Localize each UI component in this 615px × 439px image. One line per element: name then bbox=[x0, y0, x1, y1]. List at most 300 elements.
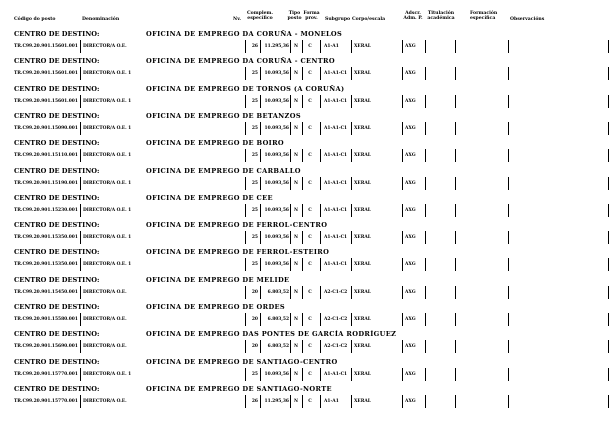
header-tipo-line2: posto bbox=[287, 16, 302, 21]
post-complement: 11.295,36 bbox=[264, 398, 289, 404]
post-body: XERAL bbox=[354, 344, 371, 350]
post-subgroup: A1-A1-C1 bbox=[324, 71, 348, 77]
post-adscription: AXG bbox=[405, 235, 416, 241]
post-denomination: DIRECTOR/A O.E. 1 bbox=[83, 71, 132, 77]
post-complement: 10.093,56 bbox=[264, 180, 289, 186]
column-divider bbox=[508, 258, 509, 271]
column-divider bbox=[608, 95, 609, 108]
column-divider bbox=[80, 177, 81, 190]
column-divider bbox=[508, 340, 509, 353]
column-divider bbox=[80, 258, 81, 271]
post-provision: C bbox=[308, 398, 312, 404]
post-type: N bbox=[293, 71, 298, 77]
office-name: OFICINA DE EMPREGO DA CORUÑA - MONELOS bbox=[146, 30, 343, 38]
post-denomination: DIRECTOR/A O.E. 1 bbox=[83, 98, 132, 104]
column-divider bbox=[455, 340, 456, 353]
column-divider bbox=[455, 258, 456, 271]
office-name: OFICINA DE EMPREGO DE FERROL-CENTRO bbox=[146, 221, 328, 230]
column-divider bbox=[351, 177, 352, 190]
post-subgroup: A1-A1-C1 bbox=[324, 180, 348, 186]
post-adscription: AXG bbox=[405, 398, 416, 404]
post-complement: 6.803,52 bbox=[267, 289, 289, 295]
post-subgroup: A1-A1-C1 bbox=[324, 262, 348, 268]
post-subgroup: A2-C1-C2 bbox=[324, 344, 348, 350]
office-name: OFICINA DE EMPREGO DE SANTIAGO-NORTE bbox=[146, 384, 332, 393]
destination-section bbox=[0, 276, 615, 303]
column-divider bbox=[320, 286, 321, 299]
column-divider bbox=[80, 149, 81, 162]
post-level: 26 bbox=[251, 398, 258, 404]
column-divider bbox=[80, 368, 81, 381]
post-denomination: DIRECTOR/A O.E. 1 bbox=[83, 153, 132, 159]
office-name: OFICINA DE EMPREGO DE TORNOS (A CORUÑA) bbox=[146, 84, 345, 93]
office-name: OFICINA DE EMPREGO DA CORUÑA - CENTRO bbox=[146, 57, 335, 66]
post-body: XERAL bbox=[354, 235, 371, 241]
post-denomination: DIRECTOR/A O.E. 1 bbox=[83, 262, 132, 268]
column-divider bbox=[608, 204, 609, 217]
column-divider bbox=[320, 67, 321, 80]
post-code: TR.C99.20.901.15230.001 bbox=[14, 207, 78, 213]
post-denomination: DIRECTOR/A O.E. bbox=[83, 289, 127, 295]
post-type: N bbox=[293, 180, 298, 186]
post-complement: 10.093,56 bbox=[264, 371, 289, 377]
column-divider bbox=[425, 177, 426, 190]
office-name: OFICINA DE EMPREGO DE SANTIAGO-CENTRO bbox=[146, 357, 338, 366]
column-divider bbox=[351, 204, 352, 217]
post-level: 25 bbox=[251, 125, 258, 131]
column-divider bbox=[455, 177, 456, 190]
header-adscr bbox=[402, 11, 424, 21]
column-divider bbox=[508, 395, 509, 408]
column-divider bbox=[425, 204, 426, 217]
column-divider bbox=[351, 122, 352, 135]
column-divider bbox=[425, 286, 426, 299]
column-divider bbox=[320, 177, 321, 190]
header-titulacion-line1: Titulación bbox=[427, 11, 455, 16]
column-divider bbox=[455, 149, 456, 162]
column-divider bbox=[608, 177, 609, 190]
section-label: CENTRO DE DESTINO: bbox=[14, 357, 100, 366]
post-provision: C bbox=[308, 289, 312, 295]
column-divider bbox=[425, 231, 426, 244]
post-body: XERAL bbox=[354, 44, 371, 49]
post-type: N bbox=[293, 289, 298, 295]
post-complement: 10.093,56 bbox=[264, 98, 289, 104]
column-divider bbox=[508, 177, 509, 190]
column-divider bbox=[320, 149, 321, 162]
column-divider bbox=[455, 204, 456, 217]
header-adscr-line1: Adscr. bbox=[405, 11, 421, 16]
post-type: N bbox=[293, 371, 298, 377]
column-divider bbox=[402, 122, 403, 135]
post-adscription: AXG bbox=[405, 371, 416, 377]
section-label: CENTRO DE DESTINO: bbox=[14, 384, 100, 393]
post-code: TR.C99.20.901.15450.001 bbox=[14, 289, 78, 295]
column-divider bbox=[80, 286, 81, 299]
header-formacion-line1: Formación bbox=[470, 11, 498, 16]
post-code: TR.C99.20.901.15690.001 bbox=[14, 344, 78, 350]
header-formacion-line2: específica bbox=[470, 16, 496, 21]
destination-section bbox=[0, 112, 615, 139]
post-complement: 11.295,36 bbox=[264, 44, 289, 49]
column-divider bbox=[402, 231, 403, 244]
column-divider bbox=[608, 368, 609, 381]
column-divider bbox=[508, 204, 509, 217]
column-divider bbox=[80, 204, 81, 217]
column-divider bbox=[608, 258, 609, 271]
post-provision: C bbox=[308, 98, 312, 104]
office-name: OFICINA DE EMPREGO DE FERROL-ESTEIRO bbox=[146, 248, 330, 257]
post-adscription: AXG bbox=[405, 98, 416, 104]
column-divider bbox=[508, 67, 509, 80]
office-name: OFICINA DE EMPREGO DE BETANZOS bbox=[146, 111, 301, 120]
post-complement: 10.093,56 bbox=[264, 207, 289, 213]
column-divider bbox=[80, 95, 81, 108]
office-name: OFICINA DE EMPREGO DE CEE bbox=[146, 193, 273, 202]
column-divider bbox=[608, 40, 609, 53]
column-divider bbox=[425, 122, 426, 135]
post-adscription: AXG bbox=[405, 344, 416, 350]
column-divider bbox=[455, 286, 456, 299]
destination-section bbox=[0, 139, 615, 166]
column-divider bbox=[80, 313, 81, 326]
post-level: 25 bbox=[251, 371, 258, 377]
post-subgroup: A1-A1 bbox=[324, 44, 339, 49]
column-divider bbox=[80, 122, 81, 135]
column-divider bbox=[608, 149, 609, 162]
post-level: 25 bbox=[251, 180, 258, 186]
column-divider bbox=[608, 395, 609, 408]
column-divider bbox=[425, 95, 426, 108]
post-denomination: DIRECTOR/A O.E. bbox=[83, 44, 127, 49]
column-divider bbox=[320, 313, 321, 326]
post-denomination: DIRECTOR/A O.E. 1 bbox=[83, 125, 132, 131]
column-divider bbox=[402, 95, 403, 108]
post-type: N bbox=[293, 262, 298, 268]
post-adscription: AXG bbox=[405, 262, 416, 268]
column-divider bbox=[455, 95, 456, 108]
post-code: TR.C99.20.901.15601.001 bbox=[14, 98, 78, 104]
office-name: OFICINA DE EMPREGO DAS PONTES DE GARCÍA RODRÍGUEZ bbox=[146, 330, 397, 339]
post-subgroup: A1-A1-C1 bbox=[324, 235, 348, 241]
post-subgroup: A1-A1-C1 bbox=[324, 98, 348, 104]
destination-section bbox=[0, 358, 615, 385]
destination-section bbox=[0, 57, 615, 84]
post-level: 25 bbox=[251, 98, 258, 104]
header-codigo: Código do posto bbox=[14, 17, 56, 22]
post-code: TR.C99.20.901.15770.001 bbox=[14, 398, 78, 404]
section-label: CENTRO DE DESTINO: bbox=[14, 111, 100, 120]
column-divider bbox=[320, 40, 321, 53]
column-divider bbox=[425, 395, 426, 408]
post-adscription: AXG bbox=[405, 207, 416, 213]
column-divider bbox=[351, 368, 352, 381]
post-code: TR.C99.20.901.15580.001 bbox=[14, 317, 78, 322]
column-divider bbox=[402, 368, 403, 381]
section-label: CENTRO DE DESTINO: bbox=[14, 139, 100, 148]
column-divider bbox=[351, 340, 352, 353]
post-body: XERAL bbox=[354, 289, 371, 295]
post-body: XERAL bbox=[354, 371, 371, 377]
post-type: N bbox=[293, 235, 298, 241]
column-divider bbox=[320, 122, 321, 135]
column-divider bbox=[351, 313, 352, 326]
section-label: CENTRO DE DESTINO: bbox=[14, 193, 100, 202]
header-complemento bbox=[243, 11, 277, 21]
column-divider bbox=[425, 149, 426, 162]
post-type: N bbox=[293, 44, 298, 49]
destination-section bbox=[0, 330, 615, 357]
header-nivel: Nv. bbox=[233, 17, 242, 22]
header-complemento-line1: Complem. bbox=[247, 11, 273, 16]
post-subgroup: A1-A1-C1 bbox=[324, 125, 348, 131]
destination-section bbox=[0, 385, 615, 412]
post-code: TR.C99.20.901.15601.001 bbox=[14, 44, 78, 49]
post-provision: C bbox=[308, 207, 312, 213]
column-divider bbox=[320, 258, 321, 271]
post-code: TR.C99.20.901.15770.001 bbox=[14, 371, 78, 377]
post-type: N bbox=[293, 125, 298, 131]
post-adscription: AXG bbox=[405, 317, 416, 322]
office-name: OFICINA DE EMPREGO DE MELIDE bbox=[146, 275, 290, 284]
post-subgroup: A1-A1-C1 bbox=[324, 371, 348, 377]
post-adscription: AXG bbox=[405, 125, 416, 131]
office-name: OFICINA DE EMPREGO DE CARBALLO bbox=[146, 166, 301, 175]
post-denomination: DIRECTOR/A O.E. 1 bbox=[83, 235, 132, 241]
section-label: CENTRO DE DESTINO: bbox=[14, 330, 100, 339]
post-body: XERAL bbox=[354, 180, 371, 186]
column-divider bbox=[608, 313, 609, 326]
column-divider bbox=[425, 340, 426, 353]
post-provision: C bbox=[308, 71, 312, 77]
destination-section bbox=[0, 167, 615, 194]
column-divider bbox=[455, 67, 456, 80]
post-code: TR.C99.20.901.15090.001 bbox=[14, 125, 78, 131]
post-body: XERAL bbox=[354, 317, 371, 322]
column-divider bbox=[320, 395, 321, 408]
column-divider bbox=[351, 231, 352, 244]
post-denomination: DIRECTOR/A O.E. 1 bbox=[83, 207, 132, 213]
column-divider bbox=[402, 395, 403, 408]
post-adscription: AXG bbox=[405, 180, 416, 186]
post-body: XERAL bbox=[354, 262, 371, 268]
post-adscription: AXG bbox=[405, 44, 416, 49]
column-divider bbox=[508, 95, 509, 108]
office-name: OFICINA DE EMPREGO DE ORDES bbox=[146, 303, 285, 311]
post-adscription: AXG bbox=[405, 71, 416, 77]
post-type: N bbox=[293, 153, 298, 159]
column-divider bbox=[425, 368, 426, 381]
column-divider bbox=[351, 67, 352, 80]
post-provision: C bbox=[308, 180, 312, 186]
post-provision: C bbox=[308, 317, 312, 322]
column-divider bbox=[351, 395, 352, 408]
column-divider bbox=[320, 204, 321, 217]
section-label: CENTRO DE DESTINO: bbox=[14, 303, 100, 311]
post-level: 20 bbox=[251, 289, 258, 295]
destination-section bbox=[0, 30, 615, 57]
header-forma-line1: Forma bbox=[303, 11, 320, 16]
post-provision: C bbox=[308, 235, 312, 241]
post-type: N bbox=[293, 98, 298, 104]
post-level: 26 bbox=[251, 44, 258, 49]
header-adscr-line2: Adm. P. bbox=[403, 16, 423, 21]
column-divider bbox=[320, 368, 321, 381]
column-divider bbox=[425, 258, 426, 271]
column-divider bbox=[425, 67, 426, 80]
column-divider bbox=[80, 340, 81, 353]
column-divider bbox=[608, 67, 609, 80]
column-divider bbox=[425, 313, 426, 326]
header-formacion bbox=[470, 11, 497, 21]
post-subgroup: A1-A1-C1 bbox=[324, 153, 348, 159]
column-divider bbox=[455, 368, 456, 381]
office-name: OFICINA DE EMPREGO DE BOIRO bbox=[146, 139, 285, 148]
column-divider bbox=[402, 149, 403, 162]
column-divider bbox=[320, 231, 321, 244]
post-type: N bbox=[293, 317, 298, 322]
column-divider bbox=[351, 40, 352, 53]
destination-section bbox=[0, 194, 615, 221]
column-divider bbox=[455, 395, 456, 408]
post-denomination: DIRECTOR/A O.E. bbox=[83, 344, 127, 350]
post-provision: C bbox=[308, 125, 312, 131]
post-level: 25 bbox=[251, 262, 258, 268]
column-divider bbox=[508, 40, 509, 53]
post-provision: C bbox=[308, 44, 312, 49]
header-forma bbox=[302, 11, 321, 21]
header-complemento-line2: específico bbox=[247, 16, 273, 21]
header-titulacion bbox=[425, 11, 457, 21]
post-level: 20 bbox=[251, 317, 258, 322]
column-divider bbox=[351, 95, 352, 108]
column-divider bbox=[425, 40, 426, 53]
post-subgroup: A2-C1-C2 bbox=[324, 317, 348, 322]
post-provision: C bbox=[308, 262, 312, 268]
column-divider bbox=[508, 122, 509, 135]
column-divider bbox=[80, 40, 81, 53]
section-label: CENTRO DE DESTINO: bbox=[14, 84, 100, 93]
header-denominacion: Denominación bbox=[82, 17, 120, 22]
post-body: XERAL bbox=[354, 153, 371, 159]
section-label: CENTRO DE DESTINO: bbox=[14, 166, 100, 175]
column-divider bbox=[320, 340, 321, 353]
post-adscription: AXG bbox=[405, 153, 416, 159]
post-complement: 10.093,56 bbox=[264, 235, 289, 241]
post-adscription: AXG bbox=[405, 289, 416, 295]
section-label: CENTRO DE DESTINO: bbox=[14, 248, 100, 257]
post-type: N bbox=[293, 398, 298, 404]
column-divider bbox=[455, 231, 456, 244]
column-divider bbox=[508, 313, 509, 326]
column-divider bbox=[455, 122, 456, 135]
column-divider bbox=[402, 177, 403, 190]
post-subgroup: A1-A1-C1 bbox=[324, 207, 348, 213]
section-label: CENTRO DE DESTINO: bbox=[14, 221, 100, 230]
post-complement: 10.093,56 bbox=[264, 262, 289, 268]
post-type: N bbox=[293, 344, 298, 350]
column-divider bbox=[508, 231, 509, 244]
header-observacions: Observacións bbox=[510, 17, 545, 22]
post-provision: C bbox=[308, 153, 312, 159]
column-divider bbox=[80, 67, 81, 80]
post-level: 25 bbox=[251, 207, 258, 213]
header-tipo bbox=[286, 11, 303, 21]
header-subgrupo: Subgrupo bbox=[325, 17, 351, 22]
post-subgroup: A1-A1 bbox=[324, 398, 339, 404]
post-code: TR.C99.20.901.15110.001 bbox=[14, 153, 78, 159]
column-divider bbox=[402, 313, 403, 326]
post-level: 25 bbox=[251, 71, 258, 77]
destination-section bbox=[0, 221, 615, 248]
post-denomination: DIRECTOR/A O.E. 1 bbox=[83, 371, 132, 377]
column-divider bbox=[508, 286, 509, 299]
post-body: XERAL bbox=[354, 125, 371, 131]
post-type: N bbox=[293, 207, 298, 213]
column-divider bbox=[402, 340, 403, 353]
section-label: CENTRO DE DESTINO: bbox=[14, 275, 100, 284]
column-divider bbox=[402, 258, 403, 271]
column-divider bbox=[80, 395, 81, 408]
column-divider bbox=[402, 40, 403, 53]
destination-section bbox=[0, 85, 615, 112]
post-complement: 6.803,52 bbox=[267, 344, 289, 350]
post-code: TR.C99.20.901.15190.001 bbox=[14, 180, 78, 186]
post-denomination: DIRECTOR/A O.E. 1 bbox=[83, 180, 132, 186]
post-complement: 6.803,52 bbox=[267, 317, 289, 322]
post-provision: C bbox=[308, 344, 312, 350]
column-divider bbox=[508, 368, 509, 381]
header-tipo-line1: Tipo bbox=[288, 11, 301, 16]
post-body: XERAL bbox=[354, 398, 371, 404]
post-code: TR.C99.20.901.15350.001 bbox=[14, 262, 78, 268]
column-divider bbox=[351, 258, 352, 271]
column-divider bbox=[608, 122, 609, 135]
post-denomination: DIRECTOR/A O.E. bbox=[83, 317, 127, 322]
header-corpo: Corpo/escala bbox=[352, 17, 386, 22]
column-divider bbox=[351, 149, 352, 162]
header-titulacion-line2: académica bbox=[427, 16, 455, 21]
column-divider bbox=[351, 286, 352, 299]
column-divider bbox=[80, 231, 81, 244]
post-denomination: DIRECTOR/A O.E. bbox=[83, 398, 127, 404]
destination-section bbox=[0, 303, 615, 330]
column-divider bbox=[608, 231, 609, 244]
column-divider bbox=[320, 95, 321, 108]
post-level: 25 bbox=[251, 153, 258, 159]
post-level: 20 bbox=[251, 344, 258, 350]
post-complement: 10.093,56 bbox=[264, 153, 289, 159]
column-divider bbox=[455, 313, 456, 326]
post-level: 25 bbox=[251, 235, 258, 241]
post-complement: 10.093,56 bbox=[264, 125, 289, 131]
post-provision: C bbox=[308, 371, 312, 377]
post-code: TR.C99.20.901.15350.001 bbox=[14, 235, 78, 241]
column-divider bbox=[402, 204, 403, 217]
section-label: CENTRO DE DESTINO: bbox=[14, 57, 100, 66]
post-body: XERAL bbox=[354, 98, 371, 104]
column-divider bbox=[508, 149, 509, 162]
destination-section bbox=[0, 248, 615, 275]
post-code: TR.C99.20.901.15601.001 bbox=[14, 71, 78, 77]
column-divider bbox=[608, 340, 609, 353]
column-divider bbox=[455, 40, 456, 53]
section-label: CENTRO DE DESTINO: bbox=[14, 30, 100, 38]
post-body: XERAL bbox=[354, 71, 371, 77]
post-body: XERAL bbox=[354, 207, 371, 213]
header-forma-line2: prov. bbox=[305, 16, 318, 21]
column-divider bbox=[608, 286, 609, 299]
